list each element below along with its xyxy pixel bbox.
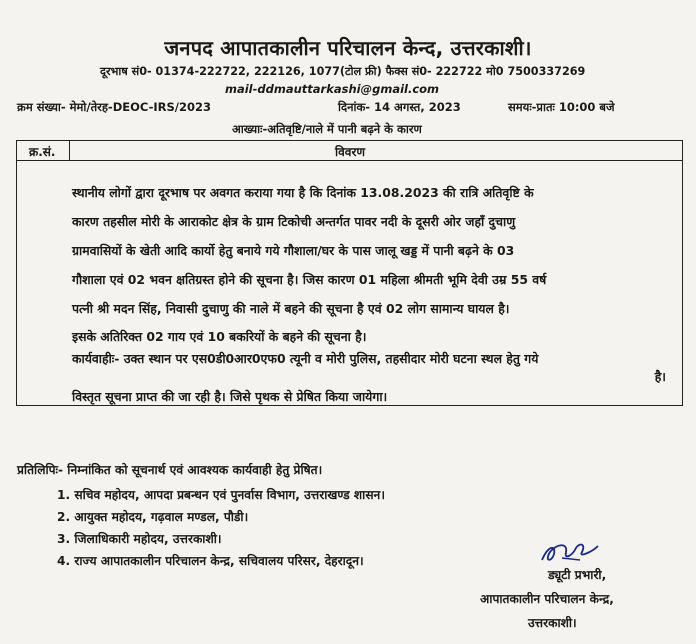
report-line: स्थानीय लोगों द्वारा दूरभाष पर अवगत कराया गया है कि दिनांक 13.08.2023 की रात्रि अतिवृष्टि के xyxy=(72,185,534,200)
report-line: विस्तृत सूचना प्राप्त की जा रही है। जिसे पृथक से प्रेषित किया जायेगा। xyxy=(72,389,388,404)
subject-line: आख्याः-अतिवृष्टि/नाले में पानी बढ़ने के कारण xyxy=(232,122,422,136)
copy-item: 1. सचिव महोदय, आपदा प्रबन्धन एवं पुनर्वास विभाग, उत्तराखण्ड शासन। xyxy=(57,488,385,502)
header-divider xyxy=(17,160,682,161)
report-line: ग्रामवासियों के खेती आदि कार्यो हेतु बनाये गये गौशाला/घर के पास जालू खड्ड में पानी बढ़ने के 03 xyxy=(72,243,515,258)
report-line: कारण तहसील मोरी के आराकोट क्षेत्र के ग्राम टिकोची अन्तर्गत पावर नदी के दूसरी ओर जहाँ दुचाणु xyxy=(72,214,516,229)
column-header-sno: क्र.सं. xyxy=(29,145,56,159)
document-title: जनपद आपातकालीन परिचालन केन्द, उत्तरकाशी। xyxy=(164,36,532,60)
action-line: कार्यवाहीः- उक्त स्थान पर एस0डी0आर0एफ0 त्यूनी व मोरी पुलिस, तहसीदार मोरी घटना स्थल हेतु गये xyxy=(72,351,539,366)
contact-line: दूरभाष सं0- 01374-222722, 222126, 1077(टोल फ्री) फैक्स सं0- 222722 मो0 7500337269 xyxy=(100,65,586,78)
column-divider xyxy=(69,141,70,160)
copy-item: 2. आयुक्त महोदय, गढ़वाल मण्डल, पौडी। xyxy=(57,510,249,524)
reference-date: दिनांक- 14 अगस्त, 2023 xyxy=(338,100,461,114)
copy-item: 3. जिलाधिकारी महोदय, उत्तरकाशी। xyxy=(57,532,222,546)
report-line: गौशाला एवं 02 भवन क्षतिग्रस्त होने की सूचना है। जिस कारण 01 महिला श्रीमती भूमि देवी उम्र 55 वर्ष xyxy=(72,272,547,287)
report-line: पत्नी श्री मदन सिंह, निवासी दुचाणु की नाले में बहने की सूचना है एवं 02 लोग सामान्य घायल है। xyxy=(72,301,510,316)
report-body xyxy=(72,178,672,408)
email-address: mail-ddmauttarkashi@gmail.com xyxy=(225,82,440,96)
copy-list xyxy=(57,484,385,572)
reference-time: समयः-प्रातः 10:00 बजे xyxy=(508,100,615,114)
signatory-office: आपातकालीन परिचालन केन्द्र, xyxy=(480,592,614,606)
signatory-location: उत्तरकाशी। xyxy=(528,616,577,630)
column-header-details: विवरण xyxy=(335,145,366,159)
report-line: इसके अतिरिक्त 02 गाय एवं 10 बकरियों के बहने की सूचना है। xyxy=(72,329,367,344)
copy-heading: प्रतिलिपिः- निम्नांकित को सूचनार्थ एवं आवश्यक कार्यवाही हेतु प्रेषित। xyxy=(17,463,323,477)
reference-number: क्रम संख्या- मेमो/तेरह-DEOC-IRS/2023 xyxy=(17,100,211,114)
copy-item: 4. राज्य आपातकालीन परिचालन केन्द्र, सचिवालय परिसर, देहरादून। xyxy=(57,554,364,568)
signatory-title: ड्यूटी प्रभारी, xyxy=(548,568,607,582)
action-line: है। xyxy=(654,369,666,384)
signature-mark xyxy=(536,538,608,568)
